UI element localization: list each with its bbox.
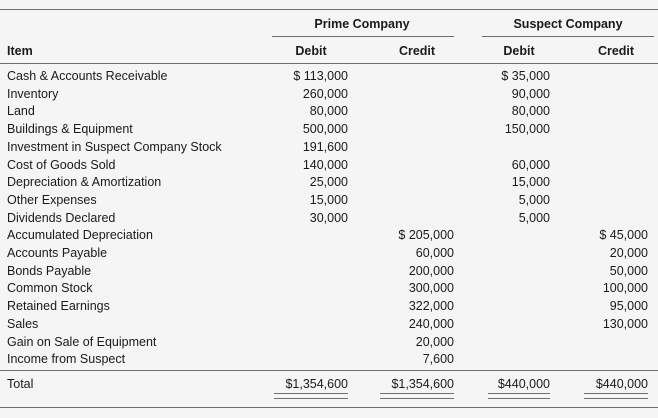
prime-credit-header: Credit: [398, 44, 436, 58]
row-suspect-credit: $ 45,000: [599, 228, 648, 242]
suspect-credit-header: Credit: [597, 44, 635, 58]
suspect-header-underline: [482, 36, 654, 37]
row-item-label: Accounts Payable: [7, 246, 108, 260]
row-item-label: Common Stock: [7, 281, 93, 295]
row-item-label: Buildings & Equipment: [7, 122, 133, 136]
total-suspect-credit: $440,000: [595, 377, 648, 391]
row-prime-credit: 60,000: [415, 246, 454, 260]
top-rule: [0, 9, 658, 10]
row-item-label: Income from Suspect: [7, 352, 126, 366]
row-prime-debit: 140,000: [302, 158, 348, 172]
row-item-label: Cost of Goods Sold: [7, 158, 116, 172]
row-item-label: Inventory: [7, 87, 59, 101]
row-prime-debit: $ 113,000: [293, 69, 348, 83]
row-item-label: Land: [7, 104, 35, 118]
total-rule: [0, 370, 658, 371]
row-prime-credit: $ 205,000: [398, 228, 454, 242]
row-suspect-credit: 95,000: [609, 299, 648, 313]
row-prime-credit: 200,000: [408, 264, 454, 278]
row-prime-credit: 300,000: [408, 281, 454, 295]
row-prime-debit: 500,000: [302, 122, 348, 136]
row-item-label: Dividends Declared: [7, 211, 116, 225]
row-item-label: Gain on Sale of Equipment: [7, 335, 157, 349]
row-item-label: Depreciation & Amortization: [7, 175, 162, 189]
row-suspect-debit: 150,000: [504, 122, 550, 136]
row-prime-credit: 7,600: [422, 352, 454, 366]
row-item-label: Sales: [7, 317, 39, 331]
total-suspect-credit-double-rule: [584, 393, 648, 399]
row-prime-debit: 191,600: [302, 140, 348, 154]
row-item-label: Retained Earnings: [7, 299, 110, 313]
row-suspect-credit: 50,000: [609, 264, 648, 278]
row-prime-debit: 30,000: [309, 211, 348, 225]
prime-company-header: Prime Company: [314, 17, 410, 31]
row-item-label: Accumulated Depreciation: [7, 228, 153, 242]
total-prime-credit: $1,354,600: [391, 377, 454, 391]
row-suspect-credit: 100,000: [602, 281, 648, 295]
bottom-rule: [0, 407, 658, 408]
row-prime-debit: 15,000: [309, 193, 348, 207]
total-label: Total: [7, 377, 34, 391]
row-suspect-credit: 20,000: [609, 246, 648, 260]
row-suspect-credit: 130,000: [602, 317, 648, 331]
prime-header-underline: [272, 36, 454, 37]
row-suspect-debit: 80,000: [511, 104, 550, 118]
header-rule: [0, 63, 658, 64]
total-suspect-debit: $440,000: [497, 377, 550, 391]
row-suspect-debit: 15,000: [511, 175, 550, 189]
row-suspect-debit: 60,000: [511, 158, 550, 172]
row-item-label: Bonds Payable: [7, 264, 92, 278]
prime-debit-header: Debit: [295, 44, 327, 58]
row-item-label: Other Expenses: [7, 193, 97, 207]
row-prime-credit: 322,000: [408, 299, 454, 313]
row-prime-credit: 20,000: [415, 335, 454, 349]
suspect-company-header: Suspect Company: [513, 17, 623, 31]
total-prime-debit: $1,354,600: [285, 377, 348, 391]
total-suspect-debit-double-rule: [488, 393, 550, 399]
item-column-header: Item: [7, 44, 33, 58]
row-prime-debit: 260,000: [302, 87, 348, 101]
row-suspect-debit: 5,000: [518, 193, 550, 207]
suspect-debit-header: Debit: [503, 44, 535, 58]
row-prime-debit: 25,000: [309, 175, 348, 189]
row-prime-credit: 240,000: [408, 317, 454, 331]
row-prime-debit: 80,000: [309, 104, 348, 118]
row-item-label: Investment in Suspect Company Stock: [7, 140, 222, 154]
row-item-label: Cash & Accounts Receivable: [7, 69, 168, 83]
row-suspect-debit: 90,000: [511, 87, 550, 101]
total-prime-debit-double-rule: [274, 393, 348, 399]
total-prime-credit-double-rule: [380, 393, 454, 399]
row-suspect-debit: 5,000: [518, 211, 550, 225]
row-suspect-debit: $ 35,000: [501, 69, 550, 83]
